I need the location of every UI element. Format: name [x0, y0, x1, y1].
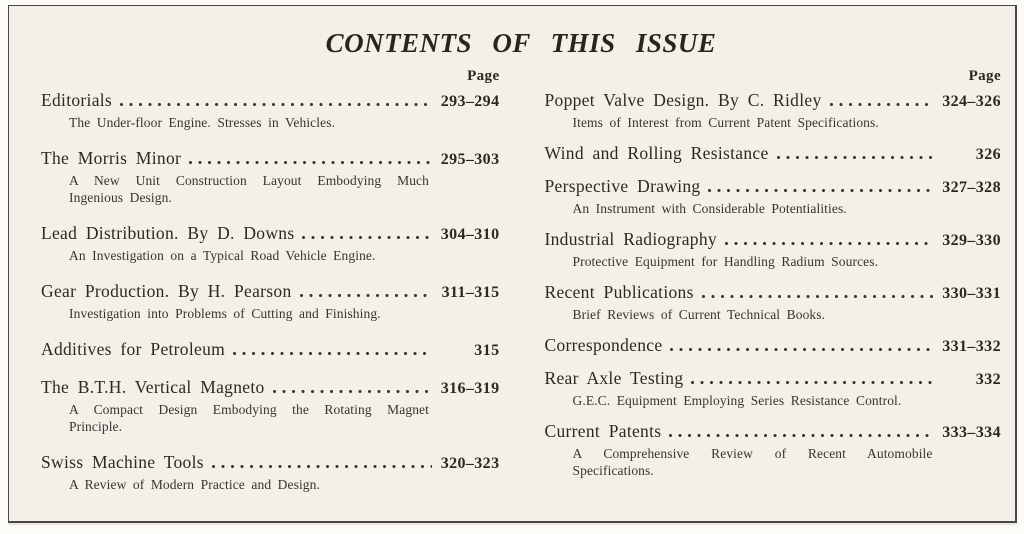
dotted-leader [708, 189, 933, 192]
toc-entry-subtitle: An Investigation on a Typical Road Vehicle Engine. [69, 248, 376, 263]
contents-column-left [41, 68, 500, 510]
toc-entry [545, 368, 1002, 409]
toc-entry [545, 176, 1002, 217]
toc-entry-row [545, 143, 1002, 164]
toc-entry-subtitle: The Under-floor Engine. Stresses in Vehicles. [69, 115, 336, 130]
toc-entry [545, 229, 1002, 270]
toc-entry [41, 223, 500, 264]
toc-entry-title: Correspondence [544, 335, 663, 355]
toc-entry-subtitle: Protective Equipment for Handling Radium Sources. [572, 254, 879, 269]
dotted-leader [120, 103, 431, 106]
toc-entry-pages: 311–315 [441, 284, 500, 301]
toc-entry-subtitle: Brief Reviews of Current Technical Books. [572, 307, 826, 322]
toc-entry-title: Industrial Radiography [544, 229, 717, 249]
contents-columns [41, 68, 1001, 510]
toc-entry-title: Editorials [41, 90, 113, 110]
toc-entry-subtitle: Items of Interest from Current Patent Specifications. [572, 115, 879, 130]
toc-entry-pages: 331–332 [942, 338, 1001, 355]
dotted-leader [302, 236, 431, 239]
page-column-header-left: Page [467, 68, 500, 84]
toc-entry-row [545, 176, 1002, 197]
toc-entry [545, 282, 1002, 323]
toc-entry-title: Poppet Valve Design. By C. Ridley [544, 90, 822, 110]
toc-entry [41, 148, 500, 206]
toc-entry-subtitle: Investigation into Problems of Cutting and Finishing. [69, 306, 381, 321]
toc-entry-row [545, 421, 1002, 442]
toc-entry [545, 143, 1002, 164]
toc-entry-row [545, 368, 1002, 389]
toc-entry-title: Recent Publications [544, 282, 694, 302]
toc-entry-list-left [41, 90, 500, 493]
toc-entry-pages: 332 [975, 371, 1001, 388]
dotted-leader [725, 242, 933, 245]
toc-entry-title: Gear Production. By H. Pearson [41, 281, 292, 301]
toc-entry-pages: 304–310 [440, 226, 500, 243]
dotted-leader [691, 381, 933, 384]
toc-entry-subtitle: G.E.C. Equipment Employing Series Resistance Control. [572, 393, 902, 408]
toc-entry-subtitle: A New Unit Construction Layout Embodying Much Ingenious Design. [69, 173, 429, 205]
toc-entry-title: Perspective Drawing [544, 176, 701, 196]
dotted-leader [830, 103, 933, 106]
toc-entry-row [545, 90, 1002, 111]
toc-entry [41, 339, 500, 360]
toc-entry-title: The Morris Minor [41, 148, 182, 168]
toc-entry-row [41, 90, 500, 111]
toc-entry-list-right [545, 90, 1002, 479]
toc-entry [41, 281, 500, 322]
toc-entry-pages: 324–326 [942, 93, 1001, 110]
toc-entry-row [545, 229, 1002, 250]
page-column-header-right: Page [968, 68, 1001, 84]
toc-entry [41, 452, 500, 493]
toc-entry-pages: 326 [975, 146, 1001, 163]
dotted-leader [189, 161, 431, 164]
dotted-leader [702, 295, 933, 298]
toc-entry-title: Swiss Machine Tools [41, 452, 204, 472]
toc-entry-pages: 295–303 [440, 151, 500, 168]
toc-entry-pages: 320–323 [440, 455, 500, 472]
dotted-leader [670, 348, 933, 351]
toc-entry-row [545, 282, 1002, 303]
toc-entry-pages: 315 [474, 342, 500, 359]
toc-entry-row [41, 377, 500, 398]
toc-entry-row [41, 452, 500, 473]
toc-entry [545, 421, 1002, 479]
dotted-leader [273, 390, 432, 393]
dotted-leader [669, 434, 933, 437]
toc-entry-row [41, 223, 500, 244]
contents-column-right [545, 68, 1002, 510]
toc-entry-row [545, 335, 1002, 356]
toc-entry-row [41, 339, 500, 360]
toc-entry-title: Current Patents [544, 421, 662, 441]
toc-entry-title: Wind and Rolling Resistance [544, 143, 769, 163]
dotted-leader [233, 352, 431, 355]
toc-entry-row [41, 148, 500, 169]
toc-entry-title: The B.T.H. Vertical Magneto [41, 377, 265, 397]
toc-entry [545, 335, 1002, 356]
dotted-leader [212, 465, 432, 468]
toc-entry-pages: 327–328 [942, 179, 1001, 196]
toc-entry-subtitle: An Instrument with Considerable Potentialities. [572, 201, 847, 216]
toc-entry-subtitle: A Review of Modern Practice and Design. [69, 477, 320, 492]
toc-entry-pages: 316–319 [440, 380, 500, 397]
toc-entry [545, 90, 1002, 131]
toc-entry-title: Rear Axle Testing [544, 368, 684, 388]
toc-entry-row [41, 281, 500, 302]
toc-entry-pages: 333–334 [942, 424, 1001, 441]
toc-entry-pages: 293–294 [440, 93, 500, 110]
toc-entry-pages: 329–330 [942, 232, 1001, 249]
toc-entry [41, 90, 500, 131]
dotted-leader [777, 156, 933, 159]
toc-entry-subtitle: A Comprehensive Review of Recent Automobile Specifications. [572, 446, 933, 478]
toc-entry [41, 377, 500, 435]
toc-entry-title: Lead Distribution. By D. Downs [41, 223, 295, 243]
page-title: CONTENTS OF THIS ISSUE [325, 28, 717, 58]
contents-sheet [8, 5, 1017, 523]
dotted-leader [300, 294, 432, 297]
toc-entry-subtitle: A Compact Design Embodying the Rotating Magnet Principle. [69, 402, 429, 434]
toc-entry-title: Additives for Petroleum [41, 339, 226, 359]
toc-entry-pages: 330–331 [942, 285, 1001, 302]
